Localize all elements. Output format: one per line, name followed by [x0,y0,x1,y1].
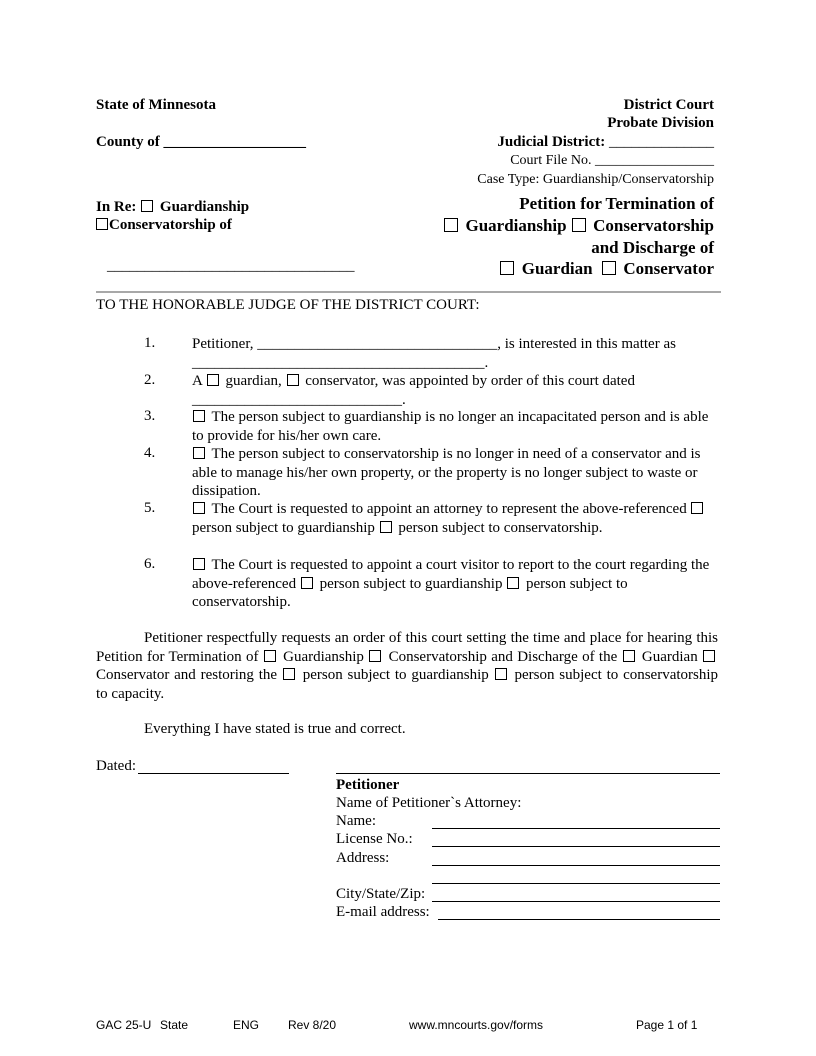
request-guardian-checkbox[interactable] [623,650,635,662]
item-number: 6. [144,556,156,572]
in-re-conservatorship-line [96,217,232,234]
judicial-district-label: Judicial District: [497,134,606,150]
item-1-end: . [484,354,489,371]
request-conservator-checkbox[interactable] [703,650,715,662]
dated-field[interactable] [138,773,289,774]
title-line2 [443,216,714,236]
court-file-no [510,153,714,169]
judicial-district [497,134,714,151]
court-file-label: Court File No. [510,153,592,168]
title-guardian: Guardian [521,259,593,278]
item-3 [192,408,718,445]
title-guardianship: Guardianship [465,216,567,235]
email-field[interactable] [438,919,720,920]
petitioner-label: Petitioner [336,777,400,793]
county-blank[interactable]: ___________________ [163,134,307,150]
request-text-f: person subject to guardianship [302,667,489,683]
item-6-guardianship-checkbox[interactable] [301,577,313,589]
judicial-district-blank[interactable]: ______________ [609,134,714,150]
item-6 [192,556,718,612]
item-number: 5. [144,500,156,516]
item-2-guardian-checkbox[interactable] [207,374,219,386]
in-re-name-blank[interactable]: _________________________________ [107,258,355,274]
title-guardianship-checkbox[interactable] [444,218,458,232]
city-state-zip-label: City/State/Zip: [336,886,426,902]
item-2-end: . [402,391,406,408]
item-4 [192,445,718,501]
title-line1: Petition for Termination of [519,194,714,213]
request-text-e: Conservator and restoring the [96,667,278,683]
item-3-checkbox[interactable] [193,410,205,422]
request-text-c: Conservatorship and Discharge of the [388,648,618,665]
dated-label: Dated: [96,758,136,774]
in-re-label: In Re: [96,199,137,215]
item-4-text: The person subject to conservatorship is no longer in need of a conservator and is able to manage his/her own property, or the property is no longer subject to waste or dissipation. [192,446,701,499]
item-6-text-b: person subject to guardianship [319,575,503,592]
item-5-text-b: person subject to guardianship [192,519,375,536]
footer-state: State [160,1018,189,1032]
name-field[interactable] [432,828,720,829]
city-state-zip-field[interactable] [432,901,720,902]
county-label [96,134,306,151]
item-2-text-c: conservator, was appointed by order of this court dated [305,373,635,389]
in-re-line [96,199,249,216]
item-6-text-a: The Court is requested to appoint a court visitor to report to the court regarding the above-referenced [192,557,710,592]
request-guardianship-checkbox[interactable] [264,650,276,662]
request-text-a: Petitioner respectfully requests an order of this court setting the time and place for hearing this Petition for Termination of [96,630,718,665]
name-label: Name: [336,813,376,829]
title-conservatorship-checkbox[interactable] [572,218,586,232]
address-field[interactable] [432,865,720,866]
request-restore-conservatorship-checkbox[interactable] [495,668,507,680]
request-text-b: Guardianship [283,648,364,665]
license-field[interactable] [432,846,720,847]
address-field-line2[interactable] [432,883,720,884]
item-1 [192,335,718,372]
footer-page: Page 1 of 1 [636,1018,698,1032]
footer-lang: ENG [233,1018,260,1032]
item-number: 2. [144,372,156,388]
email-label: E-mail address: [336,904,430,920]
item-2-text-b: guardian, [225,373,282,389]
title-line4 [499,259,714,279]
request-text-g: person subject to conservatorship to capacity. [96,667,719,702]
case-type: Case Type: Guardianship/Conservatorship [477,172,714,187]
title-conservator: Conservator [623,259,714,278]
item-6-text-c: person subject to conservatorship. [192,575,628,610]
item-1-text-a: Petitioner, [192,336,254,352]
item-number: 1. [144,335,156,351]
in-re-guardianship: Guardianship [159,199,250,215]
footer-rev: Rev 8/20 [288,1018,337,1032]
court-file-blank[interactable]: _________________ [595,153,714,168]
license-label: License No.: [336,831,413,847]
court-name: District Court [623,97,714,113]
title-line3: and Discharge of [591,238,714,257]
item-5 [192,500,718,537]
item-3-text: The person subject to guardianship is no longer an incapacitated person and is able to provide for his/her own care. [192,409,709,444]
petitioner-signature-line[interactable] [336,773,720,774]
conservatorship-checkbox[interactable] [96,218,108,230]
item-6-conservatorship-checkbox[interactable] [507,577,519,589]
request-paragraph [96,629,718,703]
item-2 [192,372,718,409]
item-5-checkbox[interactable] [193,502,205,514]
salutation: TO THE HONORABLE JUDGE OF THE DISTRICT COURT: [96,297,480,313]
item-2-conservator-checkbox[interactable] [287,374,299,386]
item-5-text-a: The Court is requested to appoint an attorney to represent the above-referenced [211,501,687,517]
item-6-checkbox[interactable] [193,558,205,570]
item-1-text-b: , is interested in this matter as [497,336,676,352]
address-label: Address: [336,850,390,866]
title-guardian-checkbox[interactable] [500,261,514,275]
item-number: 4. [144,445,156,461]
county-label-text: County of [96,134,160,150]
request-text-d: Guardian [641,648,698,665]
true-statement: Everything I have stated is true and correct. [144,721,406,737]
footer-url[interactable]: www.mncourts.gov/forms [409,1018,544,1032]
item-4-checkbox[interactable] [193,447,205,459]
footer-form-id: GAC 25-U [96,1018,152,1032]
guardianship-checkbox[interactable] [141,200,153,212]
appointment-date-blank[interactable]: ____________________________ [192,391,402,408]
item-5-conservatorship-checkbox[interactable] [380,521,392,533]
state-label: State of Minnesota [96,97,216,113]
item-number: 3. [144,408,156,424]
title-conservatorship: Conservatorship [593,216,714,235]
title-conservator-checkbox[interactable] [602,261,616,275]
attorney-label: Name of Petitioner`s Attorney: [336,795,522,811]
in-re-conservatorship-of: Conservatorship of [109,217,232,233]
request-conservatorship-checkbox[interactable] [369,650,381,662]
petitioner-name-blank[interactable]: ________________________________ [257,336,498,352]
header-divider [96,291,721,293]
item-5-text-c: person subject to conservatorship. [398,519,603,536]
item-5-guardianship-checkbox[interactable] [691,502,703,514]
item-2-text-a: A [192,373,203,389]
division-name: Probate Division [607,115,714,131]
petitioner-interest-blank[interactable]: _______________________________________ [192,354,485,371]
request-restore-guardianship-checkbox[interactable] [283,668,295,680]
